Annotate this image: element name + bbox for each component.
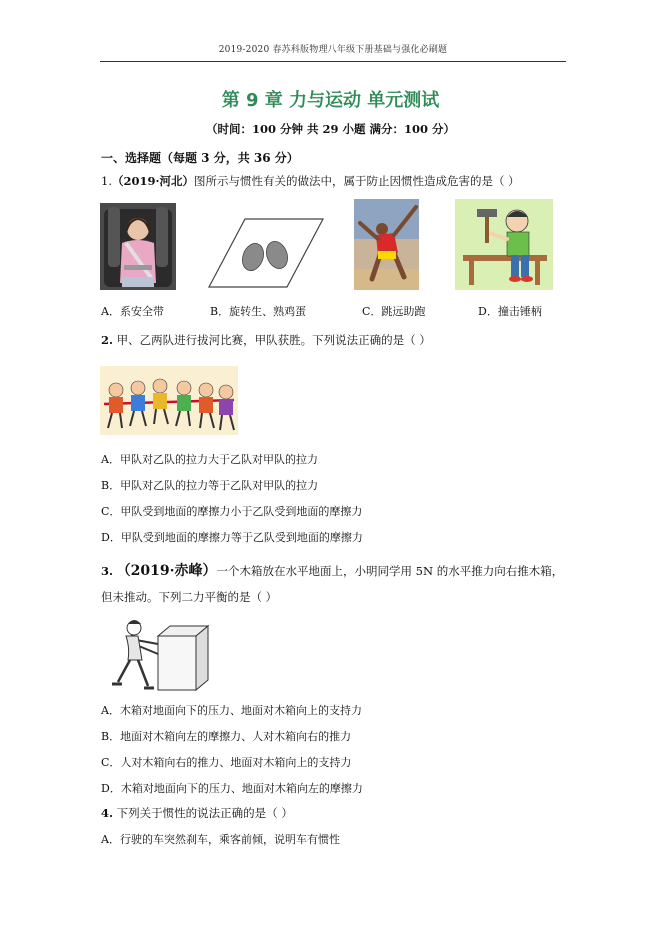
question-3-text-line1: 一个木箱放在水平地面上，小明同学用 5N 的水平推力向右推木箱，	[216, 564, 564, 578]
question-2-text: 甲、乙两队进行拔河比赛，甲队获胜。下列说法正确的是（ ）	[116, 333, 431, 347]
q1-option-b: B．旋转生、熟鸡蛋	[210, 305, 307, 318]
q2-option-d: D．甲队受到地面的摩擦力等于乙队受到地面的摩擦力	[101, 531, 363, 544]
question-3	[101, 560, 563, 580]
question-2	[101, 332, 431, 348]
q3-option-d: D．木箱对地面向下的压力、地面对木箱向左的摩擦力	[101, 782, 363, 795]
long-jump-image	[354, 199, 419, 290]
question-3-text-line2: 但未推动。下列二力平衡的是（ ）	[101, 590, 278, 604]
hammer-handle-image	[455, 199, 553, 290]
question-1-number: 1.	[101, 174, 112, 188]
question-2-number: 2.	[101, 333, 114, 347]
q1-option-c: C．跳远助跑	[362, 305, 426, 318]
tug-of-war-image	[100, 366, 238, 435]
spinning-eggs-image	[205, 215, 327, 290]
question-3-source: （2019·赤峰）	[116, 563, 217, 579]
page-header: 2019-2020 春苏科版物理八年级下册基础与强化必刷题	[218, 45, 448, 55]
exam-info: （时间：100 分钟 共 29 小题 满分：100 分）	[205, 122, 456, 136]
section-heading: 一、选择题（每题 3 分，共 36 分）	[101, 151, 299, 165]
question-1-text: 图所示与惯性有关的做法中，属于防止因惯性造成危害的是（ ）	[194, 174, 520, 188]
q2-option-a: A．甲队对乙队的拉力大于乙队对甲队的拉力	[101, 453, 318, 466]
q1-option-d: D．撞击锤柄	[478, 305, 542, 318]
q2-option-b: B．甲队对乙队的拉力等于乙队对甲队的拉力	[101, 479, 319, 492]
q3-option-c: C．人对木箱向右的推力、地面对木箱向上的支持力	[101, 756, 352, 769]
question-1	[101, 173, 520, 189]
q2-option-c: C．甲队受到地面的摩擦力小于乙队受到地面的摩擦力	[101, 505, 363, 518]
q4-option-a: A．行驶的车突然刹车，乘客前倾，说明车有惯性	[101, 833, 340, 846]
q3-option-a: A．木箱对地面向下的压力、地面对木箱向上的支持力	[101, 704, 362, 717]
question-4-text: 下列关于惯性的说法正确的是（ ）	[116, 806, 293, 820]
question-4-number: 4.	[101, 806, 114, 820]
seatbelt-image	[100, 203, 176, 290]
question-4	[101, 805, 293, 821]
page-title: 第 9 章 力与运动 单元测试	[221, 90, 440, 111]
question-3-number: 3.	[101, 564, 114, 578]
question-1-source: （2019·河北）	[111, 174, 194, 188]
q1-option-a: A．系安全带	[101, 305, 164, 318]
q3-option-b: B．地面对木箱向左的摩擦力、人对木箱向右的推力	[101, 730, 352, 743]
push-box-image	[108, 614, 211, 692]
header-divider	[100, 61, 566, 62]
